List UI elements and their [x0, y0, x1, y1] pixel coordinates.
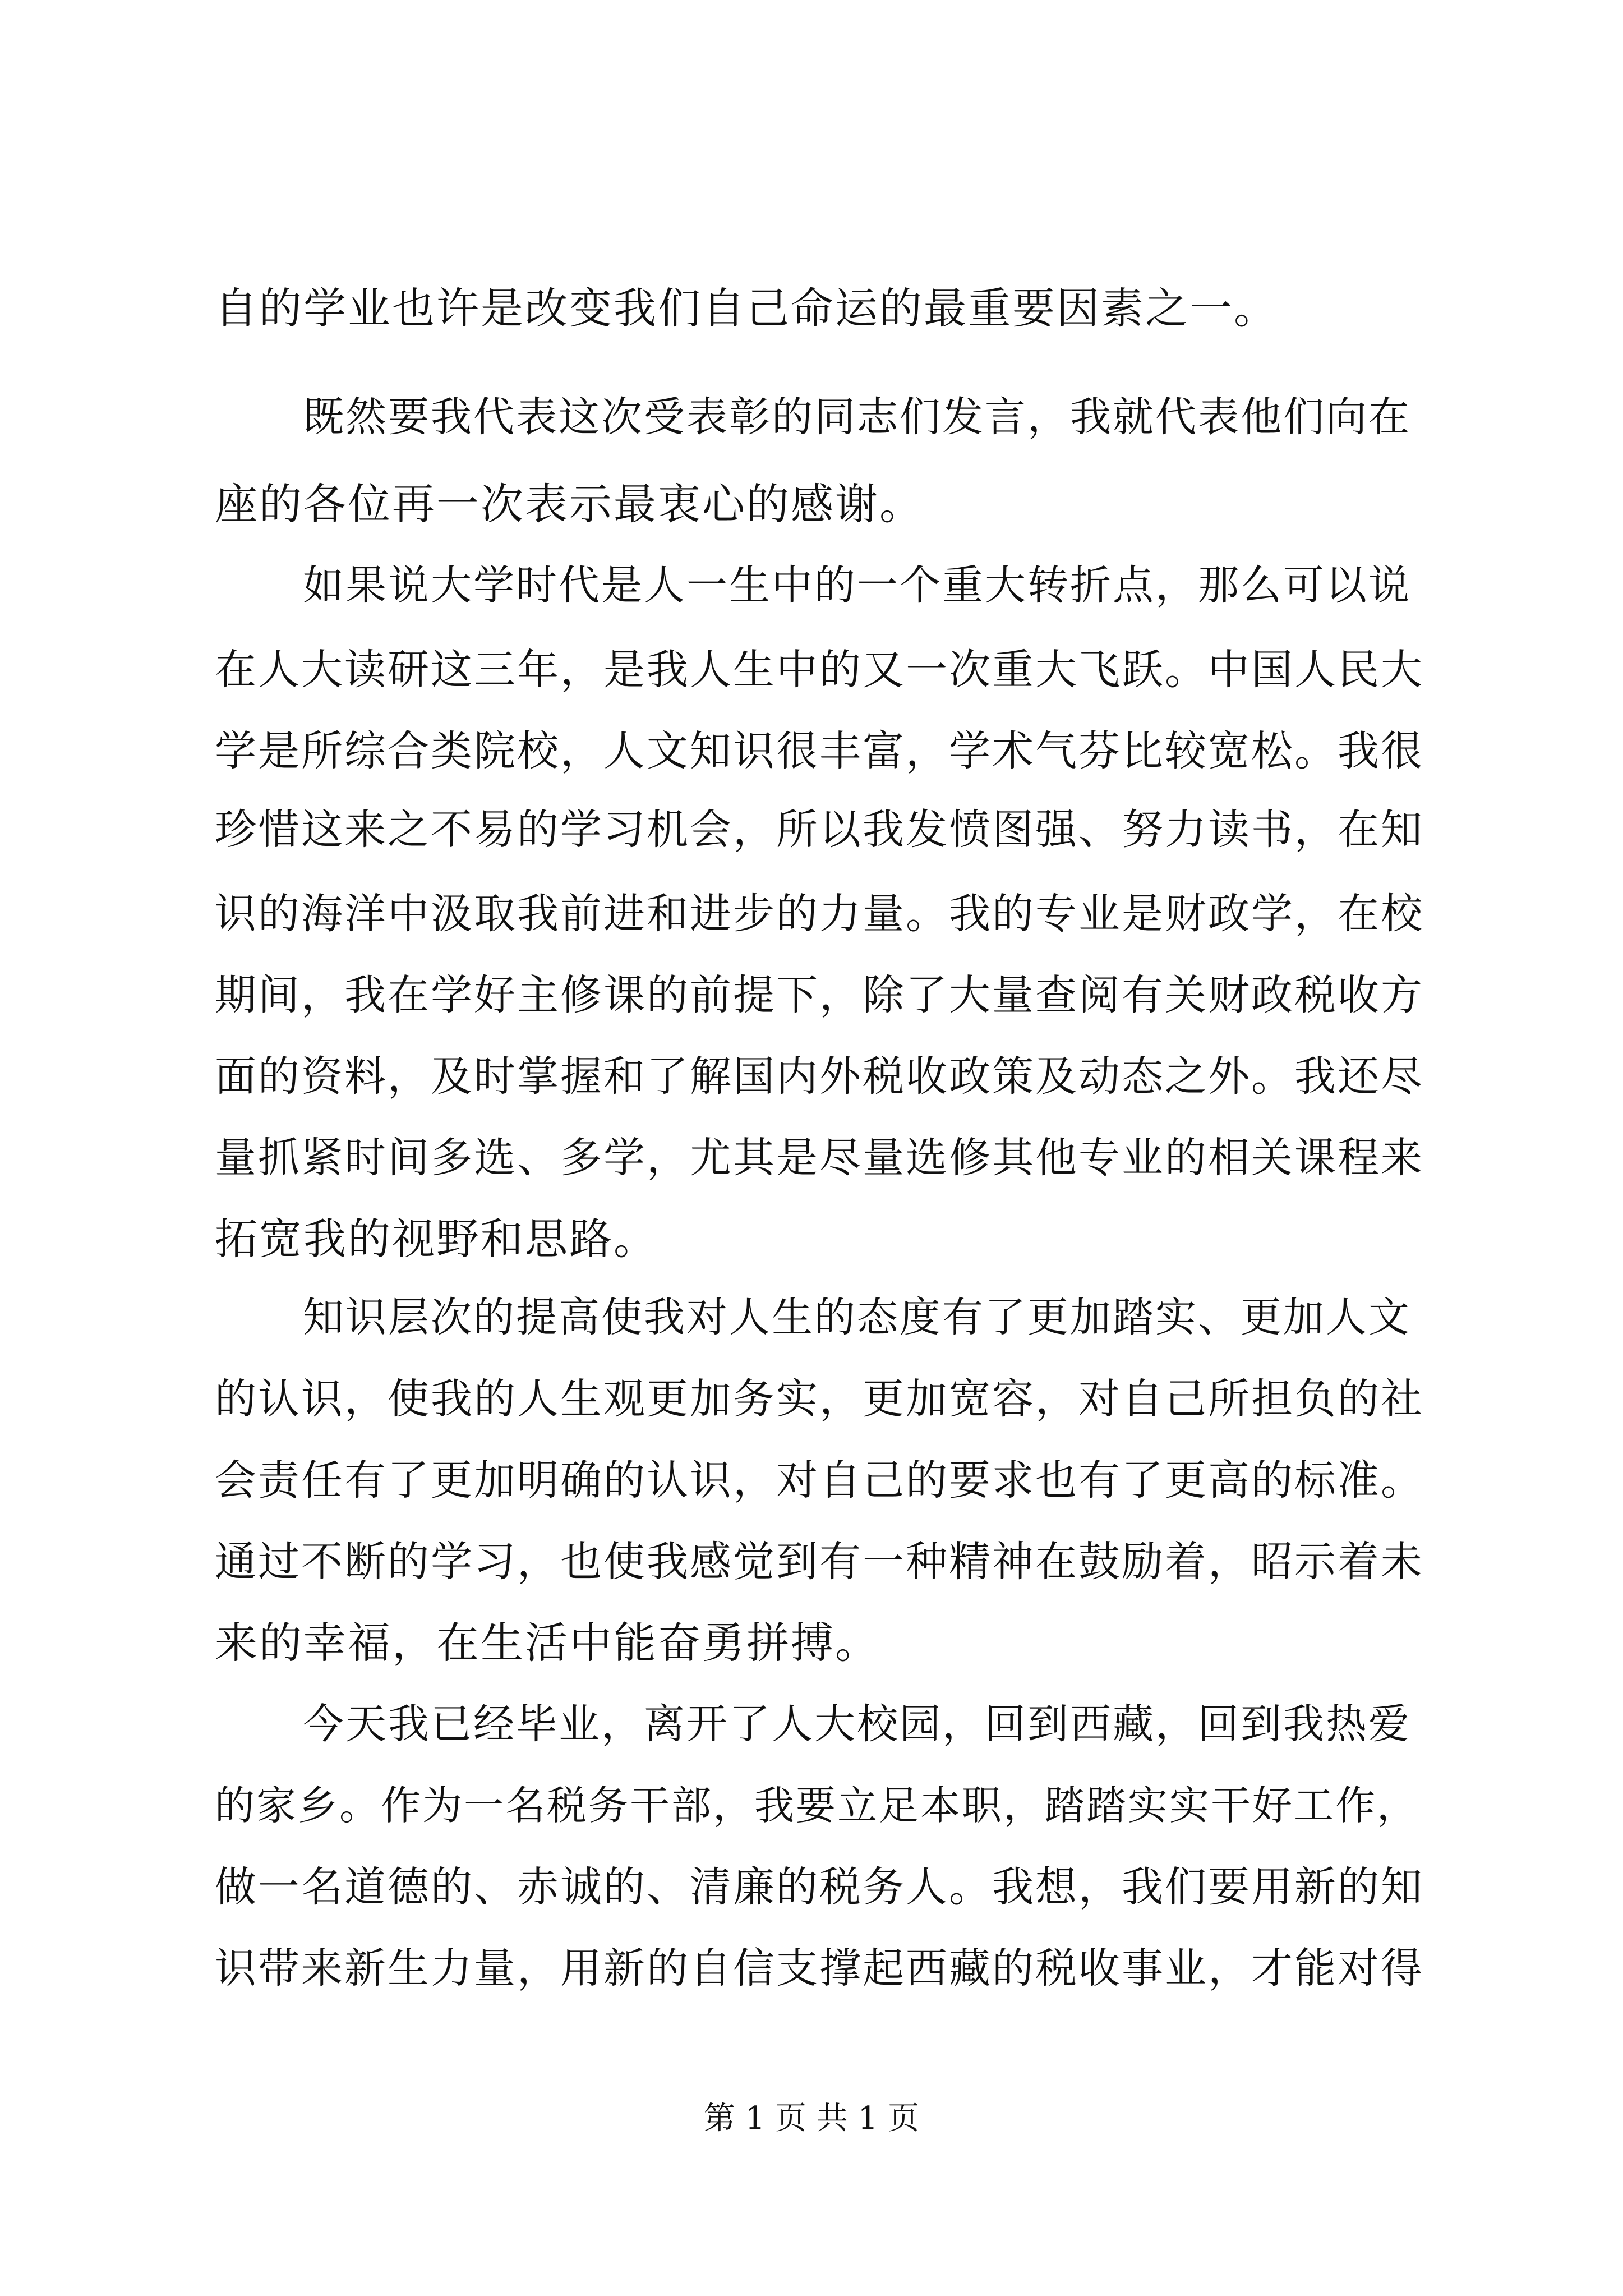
- text-line: 学是所综合类院校，人文知识很丰富，学术气芬比较宽松。我很: [215, 727, 1424, 775]
- text-line: 通过不断的学习，也使我感觉到有一种精神在鼓励着，昭示着未: [215, 1538, 1424, 1586]
- paragraph-first-line: 知识层次的提高使我对人生的态度有了更加踏实、更加人文: [303, 1294, 1411, 1341]
- text-line: 的认识，使我的人生观更加务实，更加宽容，对自己所担负的社: [215, 1375, 1424, 1423]
- text-line: 识带来新生力量，用新的自信支撑起西藏的税收事业，才能对得: [215, 1944, 1424, 1993]
- text-line: 在人大读研这三年，是我人生中的又一次重大飞跃。中国人民大: [215, 646, 1424, 694]
- text-line: 面的资料，及时掌握和了解国内外税收政策及动态之外。我还尽: [215, 1052, 1424, 1101]
- text-line: 识的海洋中汲取我前进和进步的力量。我的专业是财政学，在校: [215, 890, 1424, 938]
- text-line: 会责任有了更加明确的认识，对自己的要求也有了更高的标准。: [215, 1456, 1424, 1504]
- text-line: 的家乡。作为一名税务干部，我要立足本职，踏踏实实干好工作，: [215, 1782, 1419, 1829]
- paragraph-first-line: 今天我已经毕业，离开了人大校园，回到西藏，回到我热爱: [303, 1700, 1411, 1748]
- text-line: 自的学业也许是改变我们自己命运的最重要因素之一。: [215, 283, 1278, 333]
- text-line: 座的各位再一次表示最衷心的感谢。: [215, 479, 924, 529]
- paragraph-first-line: 如果说大学时代是人一生中的一个重大转折点，那么可以说: [303, 562, 1411, 609]
- paragraph-first-line: 既然要我代表这次受表彰的同志们发言，我就代表他们向在: [303, 393, 1411, 441]
- text-line: 来的幸福，在生活中能奋勇拼搏。: [215, 1618, 879, 1668]
- page-number-footer: 第 1 页 共 1 页: [703, 2100, 920, 2137]
- text-line: 做一名道德的、赤诚的、清廉的税务人。我想，我们要用新的知: [215, 1863, 1424, 1911]
- text-line: 拓宽我的视野和思路。: [215, 1214, 658, 1264]
- text-line: 量抓紧时间多选、多学，尤其是尽量选修其他专业的相关课程来: [215, 1134, 1424, 1182]
- text-line: 珍惜这来之不易的学习机会，所以我发愤图强、努力读书，在知: [215, 806, 1424, 854]
- text-line: 期间，我在学好主修课的前提下，除了大量查阅有关财政税收方: [215, 971, 1424, 1019]
